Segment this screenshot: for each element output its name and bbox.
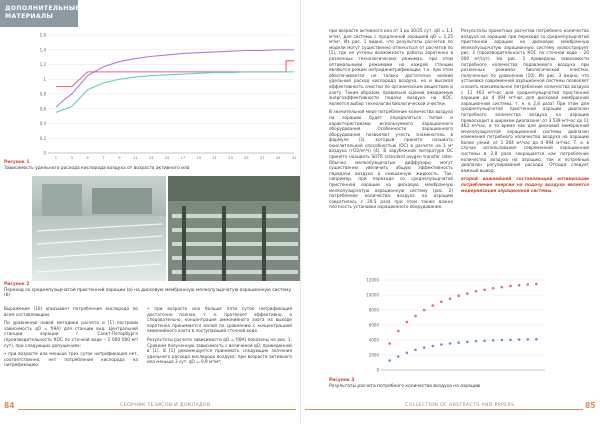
scatter-point-1	[492, 339, 495, 342]
right-col2-p2-highlight: второй важнейшей составляющей оптимизации потребления энергии на подачу воздуха является модернизация аэрационной системы.	[461, 176, 589, 193]
right-col1	[329, 28, 453, 213]
x-tick-label: 9	[118, 156, 121, 160]
figure3-chart	[359, 274, 549, 378]
y-tick-label: 2000	[368, 352, 379, 358]
y-tick-label: 10000	[366, 292, 379, 298]
figure2-caption-text: Переход со среднепузырчатой пристенной аэрации (а) на дисковую мембранную мелкопузырчатую аэрационную систему (б)	[4, 287, 292, 299]
x-tick-label: 5	[86, 156, 89, 160]
y-tick-label: 1,4	[39, 47, 46, 53]
figure1-label: Рисунок 1	[4, 160, 30, 165]
x-tick-label: 25	[244, 156, 249, 160]
right-page	[300, 0, 600, 424]
figure1-svg	[32, 29, 300, 163]
scatter-point-0	[466, 292, 469, 295]
scatter-point-0	[509, 285, 512, 288]
left-col2-p2: Результаты расчета зависимости qO = f(θA) показаны на рис. 1. Сравним полученную зависимость с величиной qO, приведенной в [1]. В [1] рекомендуется принимать следующие значения удельного расхода кислорода воздуха: при возрасте активного ила меньше 3 сут. qO = 0,9 м³/м³;	[147, 336, 292, 365]
scatter-point-1	[414, 348, 417, 351]
series-line-2	[56, 72, 294, 113]
scatter-point-1	[388, 359, 391, 362]
figure3-label: Рисунок 3	[329, 378, 355, 383]
x-tick-label: 13	[148, 156, 154, 160]
x-tick-label: 15	[164, 156, 170, 160]
y-tick-label: 1,6	[39, 32, 46, 38]
y-tick-label: 0	[376, 367, 379, 373]
left-col1-p1: Выражение (10) описывает потребление кислорода по всем составляющим.	[4, 306, 138, 317]
y-tick-label: 0,6	[39, 106, 46, 112]
scatter-point-0	[440, 300, 443, 303]
figure1-caption	[4, 160, 294, 171]
scatter-point-1	[475, 340, 478, 343]
y-tick-label: 4000	[368, 337, 379, 343]
left-col1-p2: По уравнению новой методики расчета и [1] построим зависимость qO = f(θA) для станции вед. Центральной станции аэрации г. Санкт-Петербурга (производительность КОС по сточной воде – 1 000 000 м³/сут), при следующих допущениях:	[4, 320, 138, 348]
left-col1-p3: • при возрасте ила меньше трех суток нитрификация нет, соответственно, нет потребления кислорода на нитрификацию;	[4, 351, 138, 368]
x-tick-label: 19	[196, 156, 202, 160]
figure3-svg	[359, 274, 549, 378]
x-tick-label: 1	[54, 156, 58, 160]
figure1-caption-text: Зависимость удельного расхода кислорода воздуха от возраста активного ила	[4, 165, 190, 171]
x-tick-label: 11	[133, 156, 138, 160]
scatter-point-1	[440, 343, 443, 346]
scatter-point-0	[518, 284, 521, 287]
scatter-point-0	[457, 294, 460, 297]
y-tick-label: 8000	[368, 307, 379, 313]
scatter-point-0	[475, 290, 478, 293]
banner-text: ДОПОЛНИТЕЛЬНЫЕ МАТЕРИАЛЫ	[5, 5, 81, 20]
scatter-point-1	[509, 338, 512, 341]
aeration-photo	[32, 176, 300, 281]
scatter-point-1	[518, 338, 521, 341]
x-tick-label: 31	[291, 156, 297, 160]
y-tick-label: 0	[43, 150, 46, 156]
left-col2	[147, 306, 292, 368]
scatter-point-0	[431, 304, 434, 307]
scatter-point-1	[406, 351, 409, 354]
footer-rule-right	[305, 409, 583, 410]
page-number-left: 84	[4, 401, 15, 410]
right-col2-p1: Результаты проектных расчетов потребного количества воздуха на аэрацию при переходе со среднепузырчатой пристенной аэрации на дисковую мембранную мелкопузырчатую аэрационную систему иллюстрирует рис. 3 (производительность КОС по сточной воде – 20 000 м³/сут). На рис. 3 приведены зависимости потребного количества подаваемого воздуха при различных режимах биологической очистки, полученные по уравнению (10). Из рис. 3 видно, что установка современной аэрационной системы позволяет снизить максимальное потребление количества воздуха с 11 463 м³/час для среднепузырчатой пристенной аэрации до 4 094 м³/час для дисковой мембранной аэрационной системы, т. е. в 2,8 раза! При этом для среднепузырчатой пристенной аэрации диапазон потребного количества воздуха на аэрацию превосходит в широком диапазоне: от 3 539 м³/час до 11 463 м³/час, в то время как для дисковой мембранной мелкопузырчатой аэрационной системы диапазон изменения потребного количества воздуха на аэрацию более узкий: от 1 264 м³/час до 4 094 м³/час. Т. е. в случае использования современной аэрационной системы в 2,8 раза сокращается как потребление количества воздуха на аэрацию, так и потребный диапазон регулирования расхода. Отсюда следует важный вывод:	[461, 28, 589, 173]
right-col1-p2: В значительной мере потребление количества воздуха на аэрацию будет определяться типом и характеристиками используемого аэрационного оборудования. Особенности аэрационного оборудования позволяют учесть знаменатель в формуле (3), который принято называть окислительной способностью (ОС) в расчете на 1 м³ воздуха (гО2/м³/ч) [4]. В зарубежной литературе ОС принято называть SOTR (standard oxygen transfer rate). Обычно мелкопузырчатые диффузоры могут существенно увеличить общую эффективность передачи воздуха в смешанную жидкость. Так, например, при переходе со среднепузырчатой пристенной аэрации на дисковую мембранную мелкопузырчатую аэрационную систему (рис. 2) потребление количества воздуха на аэрацию сократилось с 29,5 раза при этом также важна плотность установки аэрационного оборудования.	[329, 109, 453, 210]
y-tick-label: 0,8	[39, 91, 46, 97]
series-line-0	[56, 50, 294, 108]
scatter-point-1	[449, 342, 452, 345]
figure3-caption-text: Результаты расчета потребного количества воздуха на аэрацию	[329, 383, 481, 389]
y-tick-label: 12000	[366, 277, 379, 283]
scatter-point-0	[414, 315, 417, 318]
right-col1-p1: при возрасте активного ила от 3 до 30/25 сут. qO = 1,1 м³/м³, для системы с продленной аэрацией qO = 1,25 м³/м³. Из рис. 1 видно, что результаты расчетов по модели могут существенно отличаться от расчетов по [1], где не учтены возможность работы аэротенка в различных технологических режимах, при этом оптимальными режимами на каждой станции являются режим нитриденитрификации, т.к. при этом обеспечивается не только достаточно низкий удельный расход кислорода воздуха, но и высокая эффективность очистки по органическим веществам и азоту. Таким образом, правильно оценив ожидаемую энергоэффективности подачи воздуха на КОС, является выбор технологии биологической очистки.	[329, 28, 453, 106]
x-tick-label: 29	[275, 156, 281, 160]
y-tick-label: 0,4	[39, 121, 46, 126]
x-tick-label: 3	[70, 156, 73, 160]
scatter-point-0	[397, 330, 400, 333]
footer-title-left: СБОРНИК ТЕЗИСОВ И ДОКЛАДОВ	[120, 403, 211, 408]
scatter-point-1	[431, 345, 434, 348]
scatter-point-0	[535, 283, 538, 286]
right-col2	[461, 28, 589, 196]
scatter-point-0	[449, 297, 452, 300]
scatter-point-0	[526, 283, 529, 286]
x-tick-label: 17	[180, 156, 186, 160]
section-banner	[0, 0, 81, 27]
scatter-point-0	[501, 286, 504, 289]
y-tick-label: 1,2	[39, 62, 46, 67]
page-number-right: 85	[585, 401, 596, 410]
scatter-point-0	[492, 287, 495, 290]
figure3-caption	[329, 378, 589, 389]
footer-title-right: COLLECTION OF ABSTRACTS AND PAPERS	[405, 403, 515, 408]
figure1-chart	[32, 29, 300, 163]
scatter-point-1	[397, 355, 400, 358]
scatter-point-1	[526, 338, 529, 341]
scatter-point-1	[535, 338, 538, 341]
figure2-photo	[32, 176, 300, 281]
figure2-label: Рисунок 2	[4, 282, 30, 287]
left-col1	[4, 306, 138, 371]
y-tick-label: 6000	[368, 322, 379, 328]
x-tick-label: 23	[228, 156, 233, 160]
scatter-point-0	[388, 342, 391, 345]
footer-rule-left	[18, 409, 296, 410]
left-col2-p1: • при возрасте ила больше пяти суток нитрификация достаточно полная, т. е. протекает эффективно, а следовательно, концентрация аммонийного азота на выходе аэротенка принимается малой по сравнению с концентрацией аммонийного азота в поступающей сточной воде.	[147, 306, 292, 334]
scatter-point-1	[466, 341, 469, 344]
scatter-point-0	[483, 288, 486, 291]
x-tick-label: 7	[102, 156, 105, 160]
x-tick-label: 21	[212, 156, 217, 160]
scatter-point-1	[457, 341, 460, 344]
scatter-point-1	[483, 339, 486, 342]
x-tick-label: 27	[259, 156, 265, 160]
y-tick-label: 0,2	[39, 135, 46, 141]
figure2-caption	[4, 282, 294, 299]
scatter-point-1	[423, 346, 426, 349]
scatter-point-0	[406, 321, 409, 324]
scatter-point-1	[501, 339, 504, 342]
y-tick-label: 1	[43, 76, 46, 82]
scatter-point-0	[423, 309, 426, 312]
